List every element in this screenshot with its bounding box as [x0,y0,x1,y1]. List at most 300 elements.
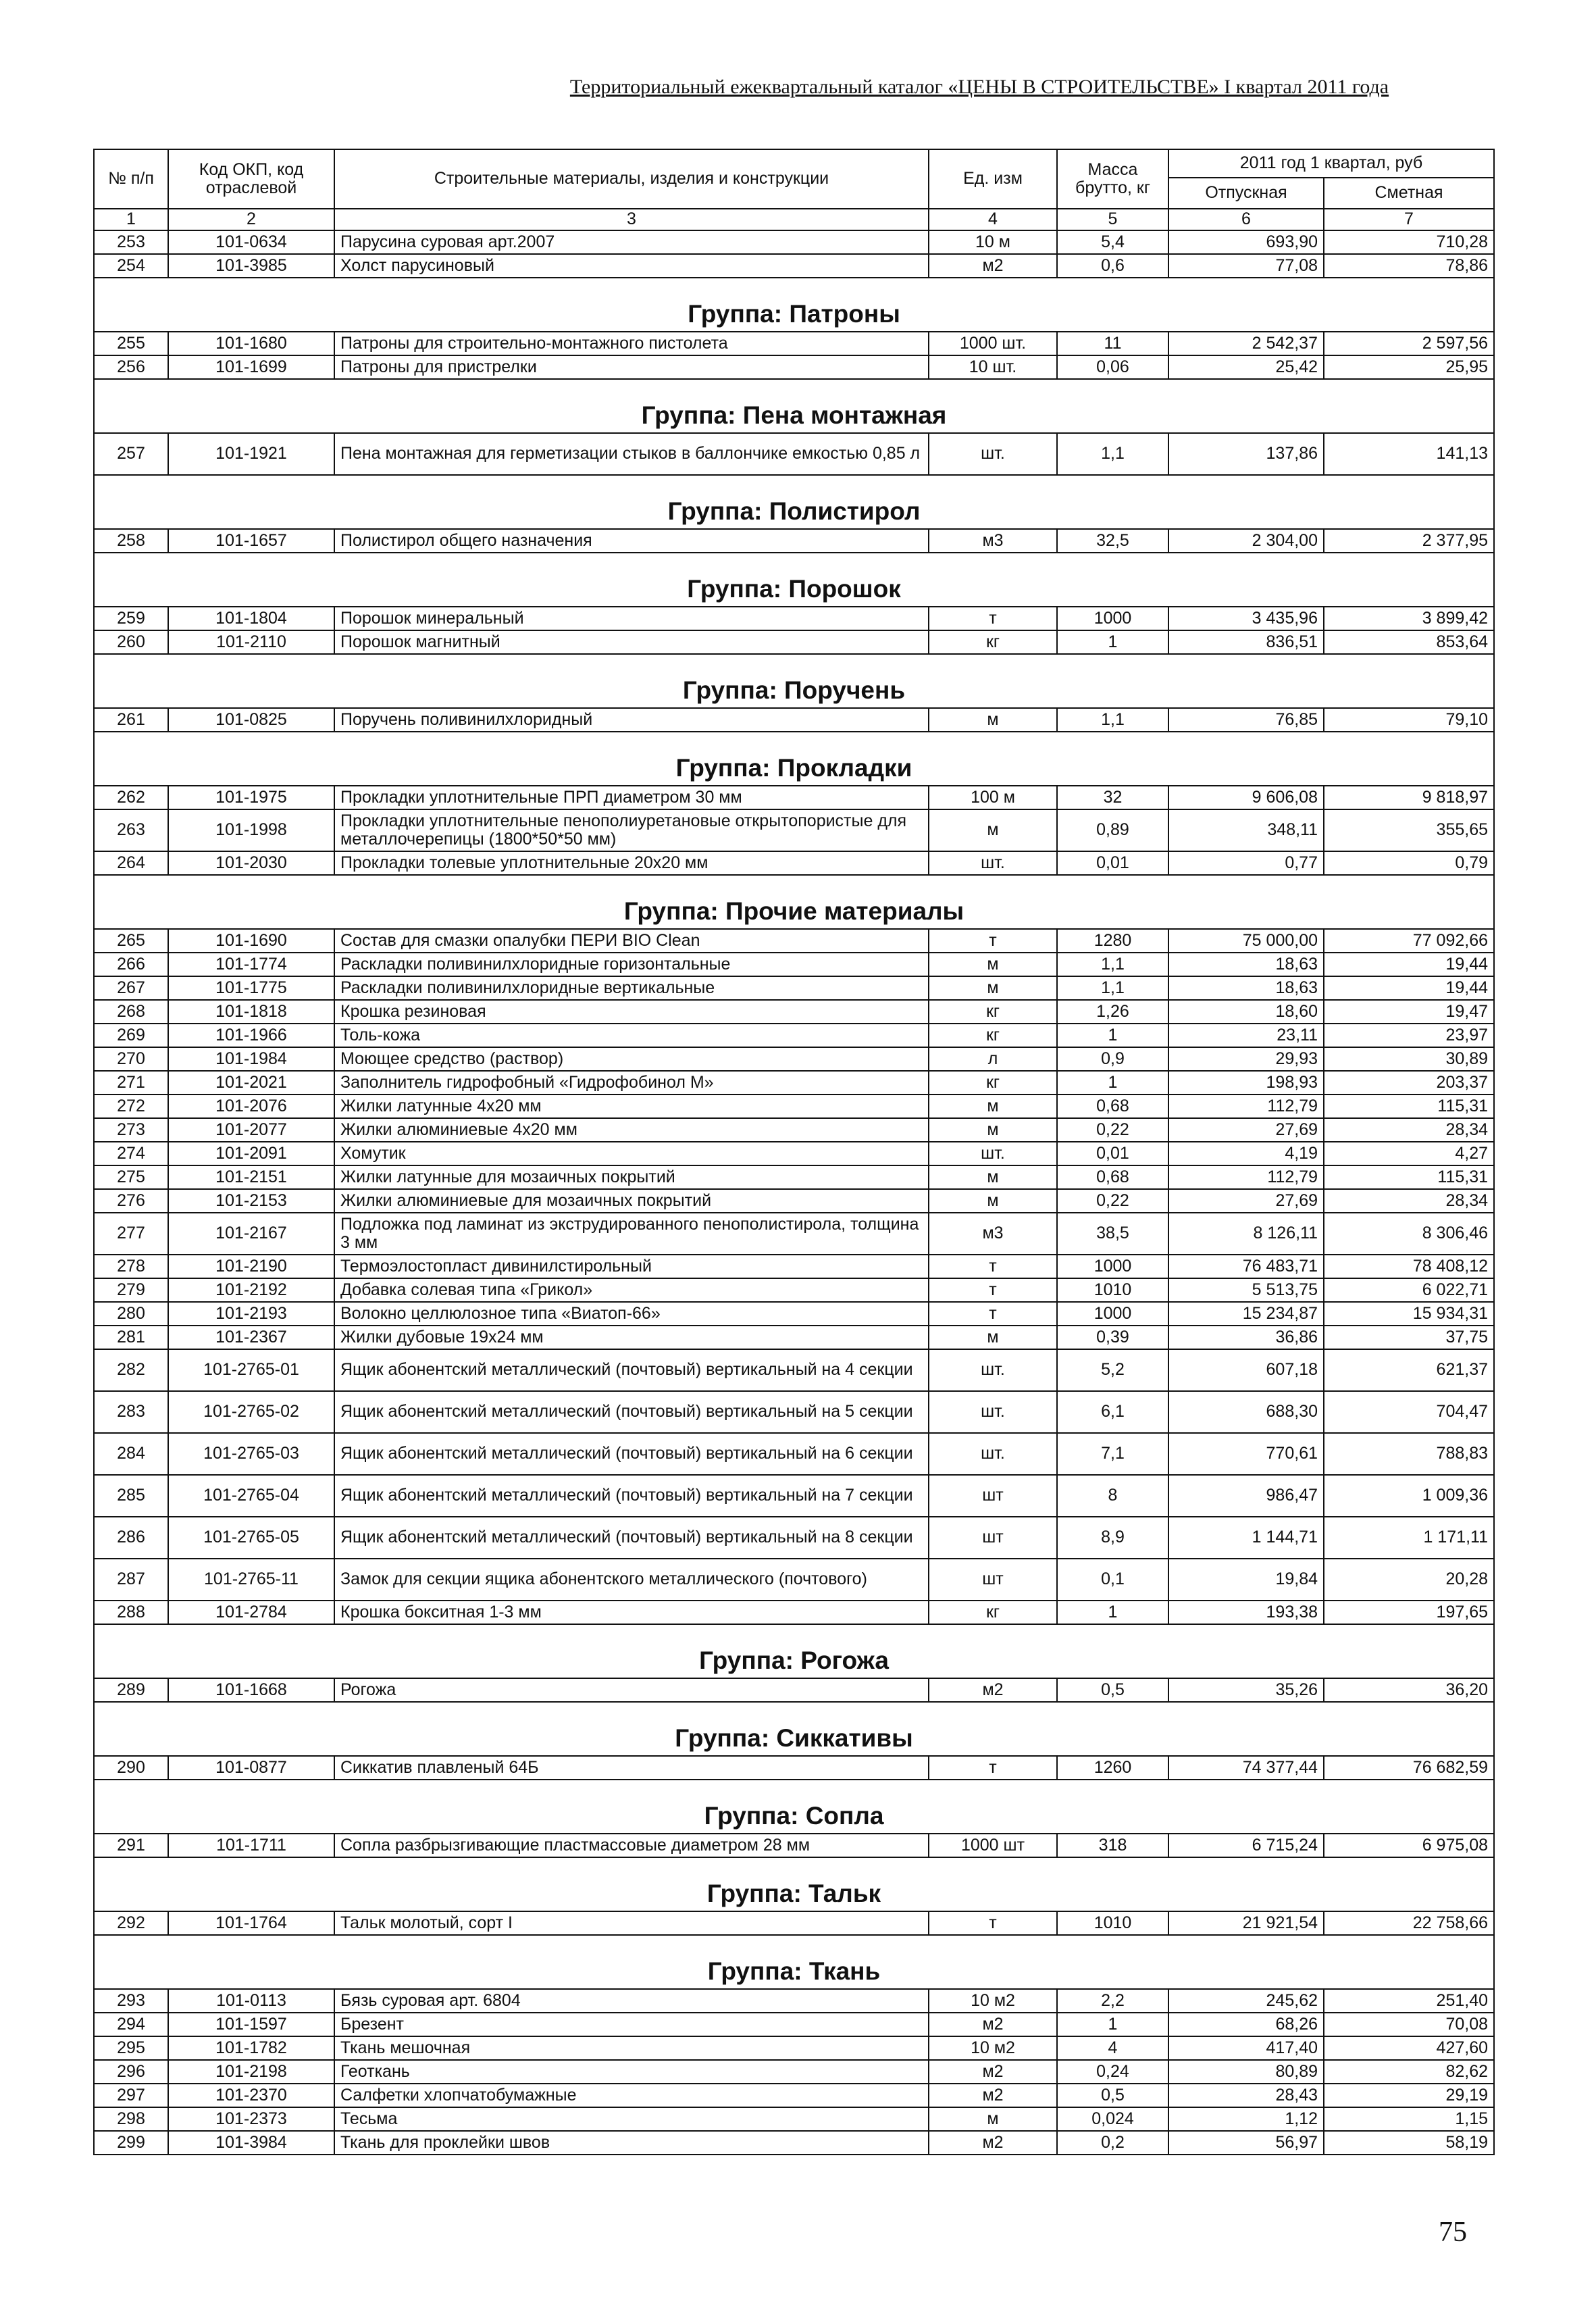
estimate-price: 203,37 [1324,1071,1494,1095]
col-header-num: № п/п [94,149,168,209]
material-name: Геоткань [334,2060,929,2084]
release-price: 19,84 [1168,1559,1324,1601]
okp-code: 101-2784 [168,1601,334,1624]
col-header-code: Код ОКП, код отраслевой [168,149,334,209]
release-price: 986,47 [1168,1475,1324,1517]
release-price: 688,30 [1168,1391,1324,1433]
gross-mass: 1000 [1057,1302,1168,1326]
unit: т [929,1278,1057,1302]
row-number: 255 [94,332,168,355]
okp-code: 101-1975 [168,786,334,809]
okp-code: 101-1711 [168,1834,334,1857]
okp-code: 101-2370 [168,2084,334,2107]
gross-mass: 32 [1057,786,1168,809]
release-price: 607,18 [1168,1349,1324,1391]
okp-code: 101-1804 [168,607,334,630]
unit: т [929,1302,1057,1326]
material-name: Прокладки уплотнительные пенополиуретановые открытопористые для металлочерепицы (1800*50*50 мм) [334,809,929,851]
row-number: 270 [94,1047,168,1071]
material-name: Брезент [334,2013,929,2036]
gross-mass: 0,89 [1057,809,1168,851]
release-price: 2 542,37 [1168,332,1324,355]
estimate-price: 2 377,95 [1324,529,1494,553]
table-row [94,1024,1494,1047]
estimate-price: 76 682,59 [1324,1756,1494,1780]
gross-mass: 8 [1057,1475,1168,1517]
okp-code: 101-1818 [168,1000,334,1024]
group-heading: Группа: Прокладки [94,732,1494,786]
gross-mass: 1000 [1057,1255,1168,1278]
estimate-price: 58,19 [1324,2131,1494,2155]
release-price: 8 126,11 [1168,1213,1324,1255]
col-header-unit: Ед. изм [929,149,1057,209]
material-name: Ящик абонентский металлический (почтовый) вертикальный на 6 секции [334,1433,929,1475]
material-name: Жилки алюминиевые для мозаичных покрытий [334,1189,929,1213]
unit: м3 [929,529,1057,553]
unit: м [929,2107,1057,2131]
row-number: 285 [94,1475,168,1517]
gross-mass: 5,4 [1057,230,1168,254]
column-number: 5 [1057,209,1168,230]
row-number: 269 [94,1024,168,1047]
okp-code: 101-0877 [168,1756,334,1780]
table-row [94,1142,1494,1165]
material-name: Жилки латунные для мозаичных покрытий [334,1165,929,1189]
price-table [93,149,1495,2155]
okp-code: 101-2198 [168,2060,334,2084]
material-name: Ткань мешочная [334,2036,929,2060]
okp-code: 101-2367 [168,1326,334,1349]
estimate-price: 427,60 [1324,2036,1494,2060]
material-name: Раскладки поливинилхлоридные горизонтальные [334,953,929,976]
table-row [94,953,1494,976]
estimate-price: 30,89 [1324,1047,1494,1071]
okp-code: 101-2190 [168,1255,334,1278]
release-price: 245,62 [1168,1989,1324,2013]
table-row [94,1517,1494,1559]
release-price: 35,26 [1168,1678,1324,1702]
okp-code: 101-1764 [168,1911,334,1935]
gross-mass: 6,1 [1057,1391,1168,1433]
okp-code: 101-2765-01 [168,1349,334,1391]
table-row [94,2013,1494,2036]
row-number: 295 [94,2036,168,2060]
okp-code: 101-1668 [168,1678,334,1702]
group-heading: Группа: Сопла [94,1780,1494,1834]
col-header-name: Строительные материалы, изделия и конструкции [334,149,929,209]
gross-mass: 0,2 [1057,2131,1168,2155]
unit: 10 шт. [929,355,1057,379]
row-number: 275 [94,1165,168,1189]
gross-mass: 1 [1057,1071,1168,1095]
group-heading: Группа: Полистирол [94,475,1494,529]
material-name: Крошка бокситная 1-3 мм [334,1601,929,1624]
group-heading: Группа: Прочие материалы [94,875,1494,929]
release-price: 3 435,96 [1168,607,1324,630]
row-number: 261 [94,708,168,732]
row-number: 279 [94,1278,168,1302]
gross-mass: 1,1 [1057,433,1168,475]
material-name: Парусина суровая арт.2007 [334,230,929,254]
gross-mass: 38,5 [1057,1213,1168,1255]
estimate-price: 6 975,08 [1324,1834,1494,1857]
release-price: 76 483,71 [1168,1255,1324,1278]
group-heading-row [94,1935,1494,1989]
group-heading-row [94,654,1494,708]
estimate-price: 6 022,71 [1324,1278,1494,1302]
release-price: 112,79 [1168,1095,1324,1118]
release-price: 23,11 [1168,1024,1324,1047]
material-name: Полистирол общего назначения [334,529,929,553]
row-number: 293 [94,1989,168,2013]
material-name: Термоэлостопласт дивинилстирольный [334,1255,929,1278]
unit: 10 м2 [929,2036,1057,2060]
release-price: 6 715,24 [1168,1834,1324,1857]
row-number: 299 [94,2131,168,2155]
material-name: Жилки алюминиевые 4х20 мм [334,1118,929,1142]
row-number: 286 [94,1517,168,1559]
material-name: Поручень поливинилхлоридный [334,708,929,732]
release-price: 198,93 [1168,1071,1324,1095]
unit: шт. [929,1142,1057,1165]
row-number: 259 [94,607,168,630]
row-number: 262 [94,786,168,809]
table-row [94,2060,1494,2084]
gross-mass: 2,2 [1057,1989,1168,2013]
gross-mass: 1010 [1057,1911,1168,1935]
material-name: Раскладки поливинилхлоридные вертикальные [334,976,929,1000]
material-name: Моющее средство (раствор) [334,1047,929,1071]
unit: м [929,1326,1057,1349]
okp-code: 101-2373 [168,2107,334,2131]
estimate-price: 2 597,56 [1324,332,1494,355]
unit: м2 [929,254,1057,278]
table-row [94,929,1494,953]
table-row [94,1071,1494,1095]
okp-code: 101-1782 [168,2036,334,2060]
estimate-price: 82,62 [1324,2060,1494,2084]
group-heading: Группа: Тальк [94,1857,1494,1911]
gross-mass: 0,68 [1057,1095,1168,1118]
okp-code: 101-1921 [168,433,334,475]
table-row [94,1756,1494,1780]
estimate-price: 0,79 [1324,851,1494,875]
row-number: 258 [94,529,168,553]
group-heading: Группа: Порошок [94,553,1494,607]
okp-code: 101-1966 [168,1024,334,1047]
table-row [94,2131,1494,2155]
material-name: Прокладки толевые уплотнительные 20х20 мм [334,851,929,875]
okp-code: 101-1984 [168,1047,334,1071]
table-row [94,230,1494,254]
gross-mass: 0,01 [1057,851,1168,875]
column-number: 3 [334,209,929,230]
row-number: 265 [94,929,168,953]
table-row [94,1391,1494,1433]
gross-mass: 1280 [1057,929,1168,953]
release-price: 1,12 [1168,2107,1324,2131]
group-heading-row [94,278,1494,332]
unit: 10 м [929,230,1057,254]
gross-mass: 0,1 [1057,1559,1168,1601]
gross-mass: 1010 [1057,1278,1168,1302]
okp-code: 101-2077 [168,1118,334,1142]
unit: 100 м [929,786,1057,809]
okp-code: 101-1690 [168,929,334,953]
release-price: 18,63 [1168,976,1324,1000]
unit: 10 м2 [929,1989,1057,2013]
gross-mass: 1000 [1057,607,1168,630]
okp-code: 101-1774 [168,953,334,976]
unit: т [929,929,1057,953]
release-price: 18,63 [1168,953,1324,976]
table-row [94,2036,1494,2060]
row-number: 263 [94,809,168,851]
okp-code: 101-0634 [168,230,334,254]
table-row [94,1559,1494,1601]
release-price: 193,38 [1168,1601,1324,1624]
table-row [94,1989,1494,2013]
okp-code: 101-1680 [168,332,334,355]
release-price: 0,77 [1168,851,1324,875]
unit: шт. [929,1349,1057,1391]
row-number: 281 [94,1326,168,1349]
release-price: 348,11 [1168,809,1324,851]
estimate-price: 70,08 [1324,2013,1494,2036]
estimate-price: 115,31 [1324,1165,1494,1189]
unit: кг [929,630,1057,654]
okp-code: 101-2021 [168,1071,334,1095]
unit: т [929,1255,1057,1278]
estimate-price: 8 306,46 [1324,1213,1494,1255]
table-row [94,786,1494,809]
table-row [94,1349,1494,1391]
material-name: Добавка солевая типа «Грикол» [334,1278,929,1302]
estimate-price: 77 092,66 [1324,929,1494,953]
release-price: 27,69 [1168,1118,1324,1142]
material-name: Ящик абонентский металлический (почтовый) вертикальный на 4 секции [334,1349,929,1391]
release-price: 417,40 [1168,2036,1324,2060]
group-heading: Группа: Патроны [94,278,1494,332]
gross-mass: 1,1 [1057,953,1168,976]
table-row [94,1302,1494,1326]
estimate-price: 20,28 [1324,1559,1494,1601]
material-name: Порошок магнитный [334,630,929,654]
col-header-period: 2011 год 1 квартал, руб [1168,149,1494,178]
row-number: 298 [94,2107,168,2131]
group-heading-row [94,1702,1494,1756]
row-number: 266 [94,953,168,976]
unit: м2 [929,2013,1057,2036]
row-number: 256 [94,355,168,379]
material-name: Ткань для проклейки швов [334,2131,929,2155]
material-name: Заполнитель гидрофобный «Гидрофобинол М» [334,1071,929,1095]
estimate-price: 78,86 [1324,254,1494,278]
okp-code: 101-1775 [168,976,334,1000]
material-name: Состав для смазки опалубки ПЕРИ BIO Clean [334,929,929,953]
table-row [94,708,1494,732]
unit: м [929,953,1057,976]
gross-mass: 0,68 [1057,1165,1168,1189]
material-name: Патроны для строительно-монтажного пистолета [334,332,929,355]
table-row [94,1834,1494,1857]
material-name: Жилки латунные 4х20 мм [334,1095,929,1118]
table-row [94,630,1494,654]
unit: м [929,976,1057,1000]
table-row [94,433,1494,475]
estimate-price: 79,10 [1324,708,1494,732]
release-price: 29,93 [1168,1047,1324,1071]
table-row [94,1213,1494,1255]
group-heading-row [94,732,1494,786]
column-number: 4 [929,209,1057,230]
row-number: 260 [94,630,168,654]
table-row [94,1326,1494,1349]
unit: кг [929,1024,1057,1047]
col-header-release: Отпускная [1168,178,1324,209]
unit: шт [929,1559,1057,1601]
material-name: Крошка резиновая [334,1000,929,1024]
release-price: 80,89 [1168,2060,1324,2084]
okp-code: 101-2151 [168,1165,334,1189]
okp-code: 101-2765-04 [168,1475,334,1517]
estimate-price: 197,65 [1324,1601,1494,1624]
unit: 1000 шт. [929,332,1057,355]
unit: т [929,1756,1057,1780]
group-heading-row [94,475,1494,529]
estimate-price: 19,47 [1324,1000,1494,1024]
row-number: 291 [94,1834,168,1857]
row-number: 296 [94,2060,168,2084]
gross-mass: 32,5 [1057,529,1168,553]
unit: шт. [929,1433,1057,1475]
material-name: Ящик абонентский металлический (почтовый) вертикальный на 5 секции [334,1391,929,1433]
okp-code: 101-1597 [168,2013,334,2036]
estimate-price: 22 758,66 [1324,1911,1494,1935]
group-heading-row [94,875,1494,929]
table-row [94,809,1494,851]
okp-code: 101-1998 [168,809,334,851]
row-number: 284 [94,1433,168,1475]
material-name: Толь-кожа [334,1024,929,1047]
estimate-price: 36,20 [1324,1678,1494,1702]
gross-mass: 0,01 [1057,1142,1168,1165]
estimate-price: 25,95 [1324,355,1494,379]
estimate-price: 1 171,11 [1324,1517,1494,1559]
material-name: Холст парусиновый [334,254,929,278]
column-number-row [94,209,1494,230]
table-row [94,1189,1494,1213]
row-number: 273 [94,1118,168,1142]
unit: м2 [929,2084,1057,2107]
gross-mass: 11 [1057,332,1168,355]
estimate-price: 251,40 [1324,1989,1494,2013]
gross-mass: 1 [1057,1601,1168,1624]
release-price: 1 144,71 [1168,1517,1324,1559]
group-heading: Группа: Рогожа [94,1624,1494,1678]
release-price: 76,85 [1168,708,1324,732]
okp-code: 101-2167 [168,1213,334,1255]
unit: шт. [929,1391,1057,1433]
release-price: 74 377,44 [1168,1756,1324,1780]
material-name: Сопла разбрызгивающие пластмассовые диаметром 28 мм [334,1834,929,1857]
unit: шт. [929,851,1057,875]
column-number: 6 [1168,209,1324,230]
release-price: 27,69 [1168,1189,1324,1213]
page-number: 75 [1439,2217,1467,2248]
table-row [94,1911,1494,1935]
row-number: 272 [94,1095,168,1118]
col-header-mass: Масса брутто, кг [1057,149,1168,209]
gross-mass: 8,9 [1057,1517,1168,1559]
release-price: 770,61 [1168,1433,1324,1475]
row-number: 257 [94,433,168,475]
okp-code: 101-2076 [168,1095,334,1118]
table-row [94,976,1494,1000]
group-heading: Группа: Поручень [94,654,1494,708]
okp-code: 101-2091 [168,1142,334,1165]
row-number: 267 [94,976,168,1000]
gross-mass: 0,24 [1057,2060,1168,2084]
estimate-price: 788,83 [1324,1433,1494,1475]
material-name: Патроны для пристрелки [334,355,929,379]
unit: кг [929,1000,1057,1024]
table-row [94,1047,1494,1071]
row-number: 287 [94,1559,168,1601]
material-name: Бязь суровая арт. 6804 [334,1989,929,2013]
unit: шт. [929,433,1057,475]
release-price: 68,26 [1168,2013,1324,2036]
okp-code: 101-2030 [168,851,334,875]
release-price: 77,08 [1168,254,1324,278]
estimate-price: 704,47 [1324,1391,1494,1433]
estimate-price: 115,31 [1324,1095,1494,1118]
unit: м [929,708,1057,732]
material-name: Прокладки уплотнительные ПРП диаметром 30 мм [334,786,929,809]
release-price: 75 000,00 [1168,929,1324,953]
gross-mass: 1260 [1057,1756,1168,1780]
group-heading: Группа: Пена монтажная [94,379,1494,433]
material-name: Замок для секции ящика абонентского металлического (почтового) [334,1559,929,1601]
estimate-price: 19,44 [1324,976,1494,1000]
unit: м [929,1189,1057,1213]
unit: м3 [929,1213,1057,1255]
row-number: 297 [94,2084,168,2107]
material-name: Волокно целлюлозное типа «Виатоп-66» [334,1302,929,1326]
group-heading-row [94,379,1494,433]
release-price: 137,86 [1168,433,1324,475]
table-row [94,607,1494,630]
estimate-price: 29,19 [1324,2084,1494,2107]
release-price: 9 606,08 [1168,786,1324,809]
unit: м [929,1118,1057,1142]
material-name: Подложка под ламинат из экструдированного пенополистирола, толщина 3 мм [334,1213,929,1255]
estimate-price: 78 408,12 [1324,1255,1494,1278]
row-number: 277 [94,1213,168,1255]
gross-mass: 1 [1057,630,1168,654]
row-number: 276 [94,1189,168,1213]
unit: м [929,809,1057,851]
unit: т [929,607,1057,630]
okp-code: 101-3985 [168,254,334,278]
release-price: 4,19 [1168,1142,1324,1165]
header-row [94,149,1494,178]
gross-mass: 1,1 [1057,976,1168,1000]
okp-code: 101-2765-02 [168,1391,334,1433]
gross-mass: 1 [1057,1024,1168,1047]
table-row [94,1278,1494,1302]
gross-mass: 0,6 [1057,254,1168,278]
